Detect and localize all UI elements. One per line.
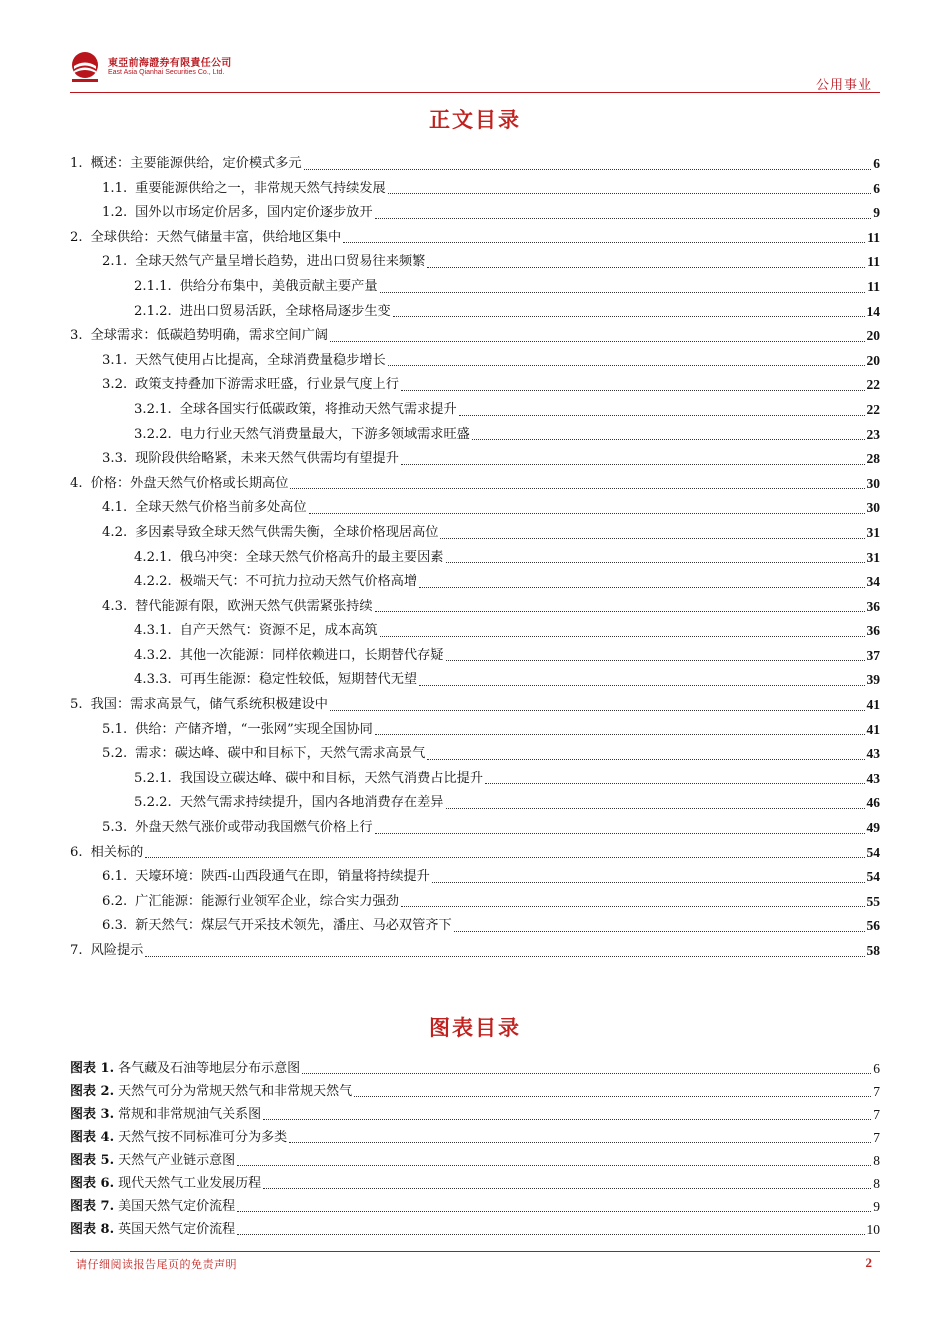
- toc-entry-text: 外盘天然气涨价或带动我国燃气价格上行: [135, 820, 373, 836]
- toc-entry-text: 广汇能源：能源行业领军企业，综合实力强劲: [135, 893, 399, 909]
- toc-entry-text: 进出口贸易活跃，全球格局逐步生变: [179, 303, 391, 319]
- disclaimer-note: 请仔细阅读报告尾页的免责声明: [76, 1258, 237, 1271]
- dot-leader: [459, 415, 865, 416]
- toc-entry[interactable]: [70, 496, 880, 521]
- dot-leader: [289, 1142, 871, 1143]
- figure-entry-label: 图表 7.: [70, 1199, 115, 1214]
- toc-entry-number: 1.2.: [102, 205, 128, 221]
- dot-leader: [263, 1188, 871, 1189]
- dot-leader: [388, 365, 865, 366]
- toc-entry-text: 极端天气：不可抗力拉动天然气价格高增: [179, 574, 418, 590]
- footer-divider: [70, 1251, 880, 1252]
- page-header: [70, 48, 880, 94]
- dot-leader: [401, 464, 865, 465]
- toc-entry[interactable]: [70, 890, 880, 915]
- figure-entry[interactable]: [70, 1149, 880, 1172]
- toc-entry-text: 政策支持叠加下游需求旺盛，行业景气度上行: [135, 377, 399, 393]
- toc-entry-page: 55: [866, 893, 880, 909]
- toc-entry-page: 43: [866, 746, 880, 762]
- toc-entry-text: 风险提示: [90, 943, 144, 958]
- dot-leader: [388, 193, 872, 194]
- toc-entry[interactable]: [70, 644, 880, 669]
- toc-entry[interactable]: [70, 152, 880, 177]
- toc-entry-text: 全球各国实行低碳政策，将推动天然气需求提升: [179, 401, 457, 417]
- dot-leader: [145, 857, 864, 858]
- toc-entry-page: 41: [866, 721, 880, 737]
- toc-entry-page: 36: [866, 623, 880, 639]
- figure-entry[interactable]: [70, 1172, 880, 1195]
- toc-entry-number: 6.1.: [102, 869, 128, 885]
- toc-entry[interactable]: [70, 693, 880, 718]
- toc-entry-text: 重要能源供给之一，非常规天然气持续发展: [135, 180, 386, 196]
- toc-entry-page: 31: [866, 549, 880, 565]
- dot-leader: [354, 1096, 871, 1097]
- toc-entry-page: 20: [866, 352, 880, 368]
- toc-entry[interactable]: [70, 275, 880, 300]
- toc-entry[interactable]: [70, 742, 880, 767]
- company-name-en: East Asia Qianhai Securities Co., Ltd.: [108, 69, 225, 76]
- toc-entry[interactable]: [70, 914, 880, 939]
- toc-entry-text: 供给：产储齐增，“一张网”实现全国协同: [135, 721, 373, 737]
- toc-entry-page: 11: [867, 254, 880, 270]
- toc-entry-text: 概述：主要能源供给，定价模式多元: [90, 156, 302, 171]
- toc-entry-number: 5.1.: [102, 721, 128, 737]
- toc-entry-page: 6: [873, 180, 880, 196]
- toc-entry-number: 5.: [70, 697, 83, 713]
- company-name-cn: 東亞前海證券有限責任公司: [108, 58, 232, 69]
- toc-entry-number: 4.3.: [102, 598, 128, 614]
- toc-entry-text: 供给分布集中，美俄贡献主要产量: [179, 278, 378, 294]
- figure-entry[interactable]: [70, 1103, 880, 1126]
- dot-leader: [375, 734, 865, 735]
- dot-leader: [419, 587, 864, 588]
- toc-entry-number: 3.3.: [102, 451, 128, 467]
- figure-entry-text: 天然气产业链示意图: [118, 1153, 236, 1168]
- toc-entry-number: 4.1.: [102, 500, 128, 516]
- toc-entry-text: 替代能源有限，欧洲天然气供需紧张持续: [135, 598, 373, 614]
- toc-entry-text: 新天然气：煤层气开采技术领先，潘庄、马必双管齐下: [135, 918, 452, 934]
- toc-entry-number: 3.2.2.: [134, 426, 172, 442]
- toc-entry-page: 30: [866, 475, 880, 491]
- toc-entry[interactable]: [70, 423, 880, 448]
- dot-leader: [330, 710, 865, 711]
- toc-entry-text: 全球天然气产量呈增长趋势，进出口贸易往来频繁: [135, 254, 426, 270]
- toc-entry[interactable]: [70, 816, 880, 841]
- toc-entry[interactable]: [70, 349, 880, 374]
- figure-entry-label: 图表 2.: [70, 1084, 115, 1099]
- toc-entry-text: 电力行业天然气消费量最大，下游多领域需求旺盛: [179, 426, 470, 442]
- dot-leader: [309, 513, 865, 514]
- figure-entry-page: 6: [873, 1061, 880, 1076]
- toc-entry-number: 3.2.1.: [134, 401, 172, 417]
- toc-entry-page: 56: [866, 918, 880, 934]
- figure-entry[interactable]: [70, 1126, 880, 1149]
- toc-entry-text: 多因素导致全球天然气供需失衡，全球价格现居高位: [135, 524, 439, 540]
- figure-entry[interactable]: [70, 1080, 880, 1103]
- toc-entry[interactable]: [70, 177, 880, 202]
- toc-entry-text: 价格：外盘天然气价格或长期高位: [90, 475, 289, 491]
- dot-leader: [446, 808, 865, 809]
- toc-entry-text: 全球供给：天然气储量丰富，供给地区集中: [90, 229, 342, 245]
- dot-leader: [237, 1211, 871, 1212]
- dot-leader: [472, 439, 865, 440]
- toc-entry-number: 6.3.: [102, 918, 128, 934]
- toc-entry-text: 我国：需求高景气，储气系统积极建设中: [90, 697, 328, 713]
- company-logo: [70, 50, 370, 90]
- toc-entry-page: 36: [866, 598, 880, 614]
- toc-entry-page: 58: [866, 943, 880, 958]
- toc-entry-page: 11: [867, 229, 880, 245]
- dot-leader: [380, 292, 866, 293]
- toc-entry-number: 3.1.: [102, 352, 128, 368]
- dot-leader: [290, 488, 864, 489]
- toc-entry[interactable]: [70, 841, 880, 866]
- dot-leader: [446, 660, 865, 661]
- toc-entry-text: 自产天然气：资源不足，成本高筑: [179, 623, 378, 639]
- toc-title: 正文目录: [429, 108, 521, 132]
- dot-leader: [446, 562, 865, 563]
- dot-leader: [427, 759, 864, 760]
- company-logo-icon: [70, 50, 104, 84]
- toc-entry-page: 20: [866, 328, 880, 344]
- toc-entry-number: 7.: [70, 943, 83, 958]
- dot-leader: [375, 833, 865, 834]
- dot-leader: [440, 538, 864, 539]
- dot-leader: [419, 685, 864, 686]
- toc-entry[interactable]: [70, 595, 880, 620]
- toc-entry[interactable]: [70, 226, 880, 251]
- toc-entry-text: 相关标的: [90, 844, 144, 860]
- toc-entry[interactable]: [70, 447, 880, 472]
- dot-leader: [380, 636, 865, 637]
- dot-leader: [304, 169, 872, 170]
- toc-entry-page: 9: [873, 205, 880, 221]
- figure-entry[interactable]: [70, 1195, 880, 1218]
- figure-entry-page: 7: [873, 1130, 880, 1145]
- toc-entry-number: 2.1.1.: [134, 278, 172, 294]
- toc-entry-text: 现阶段供给略紧，未来天然气供需均有望提升: [135, 451, 399, 467]
- toc-entry-number: 4.: [70, 475, 83, 491]
- toc-entry[interactable]: [70, 521, 880, 546]
- figure-entry-page: 7: [873, 1084, 880, 1099]
- toc-entry-number: 3.2.: [102, 377, 128, 393]
- figure-entry-page: 9: [873, 1199, 880, 1214]
- toc-entry-number: 6.: [70, 844, 83, 860]
- toc-entry[interactable]: [70, 373, 880, 398]
- figure-entry-label: 图表 5.: [70, 1153, 115, 1168]
- toc-entry-text: 俄乌冲突：全球天然气价格高升的最主要因素: [179, 549, 444, 565]
- sector-label: 公用事业: [815, 78, 872, 93]
- dot-leader: [145, 956, 864, 957]
- toc-entry-page: 34: [866, 574, 880, 590]
- toc-entry-text: 全球需求：低碳趋势明确，需求空间广阔: [90, 328, 328, 344]
- toc-entry-number: 2.1.2.: [134, 303, 172, 319]
- toc-entry-page: 49: [866, 820, 880, 836]
- page-number: 2: [865, 1255, 872, 1270]
- figures-title: 图表目录: [429, 1016, 521, 1040]
- dot-leader: [427, 267, 865, 268]
- toc-entry[interactable]: [70, 250, 880, 275]
- toc-entry-text: 天然气使用占比提高，全球消费量稳步增长: [135, 352, 386, 368]
- figure-entry-label: 图表 8.: [70, 1222, 115, 1237]
- toc-entry-text: 国外以市场定价居多，国内定价逐步放开: [135, 205, 373, 221]
- dot-leader: [237, 1234, 864, 1235]
- dot-leader: [375, 611, 865, 612]
- toc-entry-page: 11: [867, 278, 880, 294]
- toc-entry-number: 1.1.: [102, 180, 128, 196]
- dot-leader: [343, 242, 865, 243]
- toc-entry-number: 2.1.: [102, 254, 128, 270]
- toc-entry-page: 54: [866, 869, 880, 885]
- toc-entry[interactable]: [70, 201, 880, 226]
- figure-entry-page: 8: [873, 1153, 880, 1168]
- dot-leader: [237, 1165, 871, 1166]
- toc-entry-number: 5.3.: [102, 820, 128, 836]
- dot-leader: [330, 341, 865, 342]
- toc-entry-page: 22: [866, 377, 880, 393]
- toc-entry-text: 其他一次能源：同样依赖进口，长期替代存疑: [179, 647, 444, 663]
- toc-entry[interactable]: [70, 767, 880, 792]
- toc-entry-page: 43: [866, 770, 880, 786]
- toc-entry[interactable]: [70, 324, 880, 349]
- toc-entry-page: 28: [866, 451, 880, 467]
- toc-entry-page: 37: [866, 647, 880, 663]
- toc-entry-number: 4.2.: [102, 524, 128, 540]
- toc-entry[interactable]: [70, 939, 880, 964]
- toc-entry[interactable]: [70, 718, 880, 743]
- dot-leader: [432, 882, 865, 883]
- toc-entry-number: 5.2.: [102, 746, 128, 762]
- figure-entry[interactable]: [70, 1218, 880, 1241]
- toc-entry-number: 5.2.1.: [134, 770, 172, 786]
- toc-entry[interactable]: [70, 546, 880, 571]
- toc-entry-page: 31: [866, 524, 880, 540]
- toc-entry[interactable]: [70, 865, 880, 890]
- dot-leader: [485, 783, 864, 784]
- toc-entry[interactable]: [70, 472, 880, 497]
- figure-entry-text: 天然气可分为常规天然气和非常规天然气: [118, 1084, 353, 1099]
- toc-entry-number: 2.: [70, 229, 83, 245]
- figure-entry-text: 美国天然气定价流程: [118, 1199, 236, 1214]
- toc-entry-page: 54: [866, 844, 880, 860]
- dot-leader: [302, 1073, 871, 1074]
- toc-entry-number: 5.2.2.: [134, 795, 172, 811]
- figure-entry-page: 10: [866, 1222, 880, 1237]
- toc-entry-number: 6.2.: [102, 893, 128, 909]
- toc-entry-number: 4.3.2.: [134, 647, 172, 663]
- toc-entry[interactable]: [70, 668, 880, 693]
- toc-entry[interactable]: [70, 300, 880, 325]
- toc-entry-text: 我国设立碳达峰、碳中和目标，天然气消费占比提升: [179, 770, 484, 786]
- header-divider: [70, 92, 880, 93]
- dot-leader: [393, 316, 865, 317]
- figure-entry-label: 图表 6.: [70, 1176, 115, 1191]
- toc-entry-number: 4.3.1.: [134, 623, 172, 639]
- toc-entry-text: 可再生能源：稳定性较低，短期替代无望: [179, 672, 418, 688]
- toc-entry-number: 4.2.1.: [134, 549, 172, 565]
- toc-entry-text: 全球天然气价格当前多处高位: [135, 500, 307, 516]
- toc-entry[interactable]: [70, 619, 880, 644]
- dot-leader: [375, 218, 872, 219]
- figure-entry-text: 天然气按不同标准可分为多类: [118, 1130, 288, 1145]
- dot-leader: [263, 1119, 871, 1120]
- figure-entry-text: 英国天然气定价流程: [118, 1222, 236, 1237]
- toc-entry-page: 22: [866, 401, 880, 417]
- toc-entry-number: 4.2.2.: [134, 574, 172, 590]
- toc-entry[interactable]: [70, 791, 880, 816]
- toc-entry-page: 39: [866, 672, 880, 688]
- figure-entry-page: 8: [873, 1176, 880, 1191]
- toc-entry-number: 3.: [70, 328, 83, 344]
- figure-entry-label: 图表 3.: [70, 1107, 115, 1122]
- dot-leader: [401, 390, 865, 391]
- figure-entry-page: 7: [873, 1107, 880, 1122]
- toc-entry-page: 30: [866, 500, 880, 516]
- toc-entry-number: 1.: [70, 156, 83, 171]
- toc-entry-number: 4.3.3.: [134, 672, 172, 688]
- toc-list: [70, 152, 880, 964]
- toc-entry-text: 需求：碳达峰、碳中和目标下，天然气需求高景气: [135, 746, 426, 762]
- figure-entry-label: 图表 1.: [70, 1061, 115, 1076]
- figure-entry-label: 图表 4.: [70, 1130, 115, 1145]
- toc-entry-page: 46: [866, 795, 880, 811]
- toc-entry-page: 6: [873, 156, 880, 171]
- figure-entry-text: 常规和非常规油气关系图: [118, 1107, 262, 1122]
- toc-entry-text: 天壕环境：陕西-山西段通气在即，销量将持续提升: [135, 869, 430, 885]
- dot-leader: [401, 906, 865, 907]
- dot-leader: [454, 931, 865, 932]
- toc-entry[interactable]: [70, 570, 880, 595]
- toc-entry-page: 14: [866, 303, 880, 319]
- figures-list: [70, 1057, 880, 1241]
- toc-entry-page: 41: [866, 697, 880, 713]
- toc-entry-text: 天然气需求持续提升，国内各地消费存在差异: [179, 795, 444, 811]
- toc-entry[interactable]: [70, 398, 880, 423]
- toc-entry-page: 23: [866, 426, 880, 442]
- figure-entry[interactable]: [70, 1057, 880, 1080]
- figure-entry-text: 现代天然气工业发展历程: [118, 1176, 262, 1191]
- figure-entry-text: 各气藏及石油等地层分布示意图: [118, 1061, 301, 1076]
